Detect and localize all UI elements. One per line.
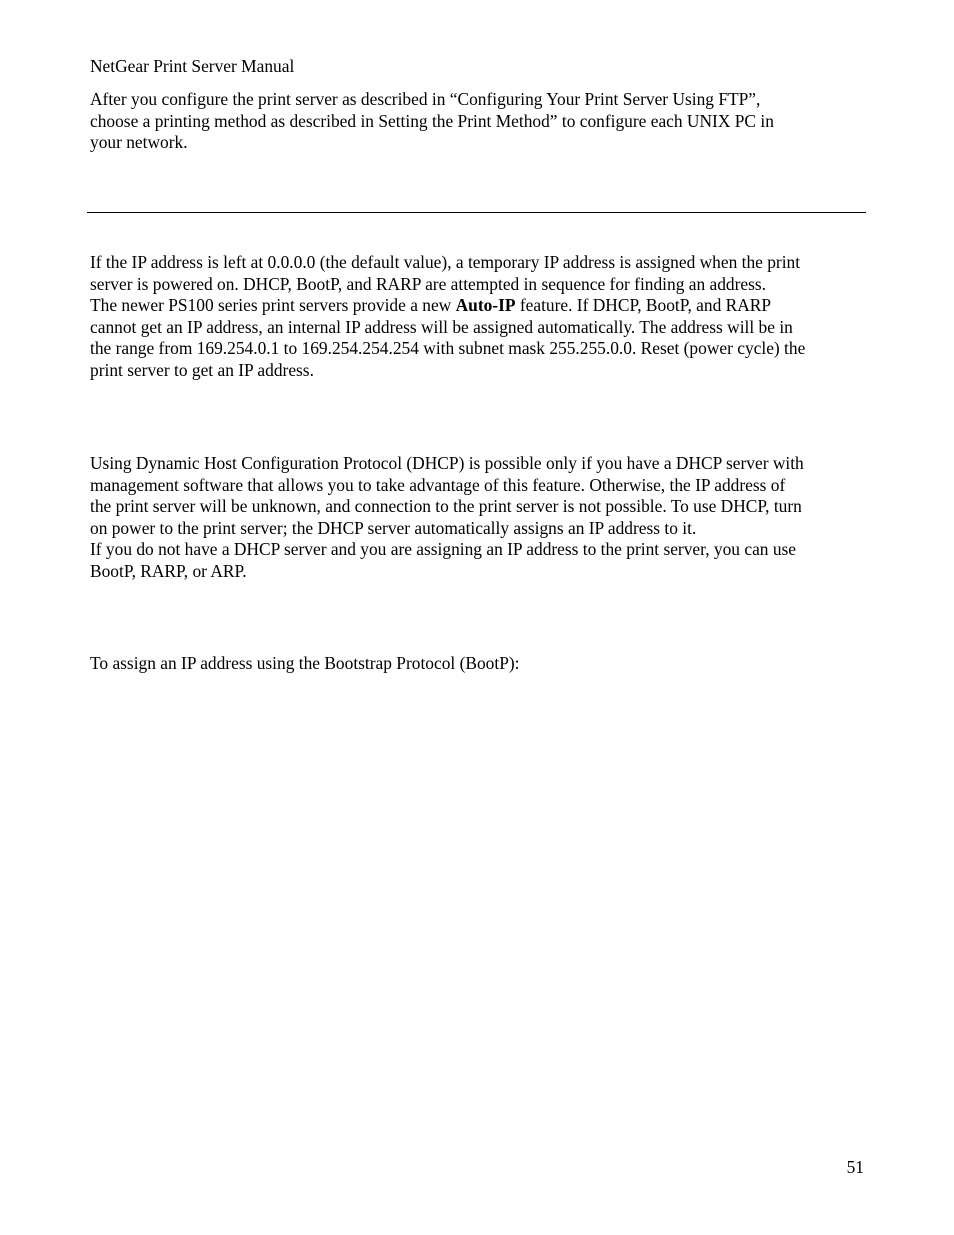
auto-ip-term: Auto-IP (455, 295, 516, 315)
page-number: 51 (846, 1157, 864, 1177)
dhcp-line: management software that allows you to take advantage of this feature. Otherwise, the IP address of (90, 474, 786, 495)
auto-ip-line: the range from 169.254.0.1 to 169.254.254.254 with subnet mask 255.255.0.0. Reset (power cycle) the (90, 338, 806, 358)
dhcp-line: the print server will be unknown, and connection to the print server is not possible. To use DHCP, turn (90, 496, 802, 516)
auto-ip-line: print server to get an IP address. (90, 359, 314, 380)
intro-line: choose a printing method as described in Setting the Print Method” to configure each UNIX PC in (90, 110, 774, 131)
manual-title: NetGear Print Server Manual (90, 56, 295, 76)
auto-ip-line: cannot get an IP address, an internal IP address will be assigned automatically. The address will be in (90, 316, 793, 337)
auto-ip-line (90, 295, 866, 317)
intro-line: your network. (90, 132, 188, 152)
auto-ip-text: The newer PS100 series print servers provide a new (90, 295, 456, 315)
auto-ip-line: If the IP address is left at 0.0.0.0 (the default value), a temporary IP address is assigned when the print (90, 252, 801, 272)
intro-line: After you configure the print server as described in “Configuring Your Print Server Using FTP”, (90, 89, 761, 109)
bootp-paragraph (90, 653, 866, 675)
dhcp-paragraph (90, 453, 866, 582)
auto-ip-paragraph (90, 252, 866, 381)
running-header (90, 56, 866, 78)
intro-paragraph (90, 89, 866, 154)
auto-ip-line: server is powered on. DHCP, BootP, and RARP are attempted in sequence for finding an address. (90, 273, 767, 294)
dhcp-line: on power to the print server; the DHCP server automatically assigns an IP address to it. (90, 517, 697, 538)
horizontal-rule (87, 212, 866, 213)
bootp-line: To assign an IP address using the Bootstrap Protocol (BootP): (90, 653, 520, 673)
dhcp-line: Using Dynamic Host Configuration Protocol (DHCP) is possible only if you have a DHCP server with (90, 453, 804, 473)
dhcp-line: BootP, RARP, or ARP. (90, 560, 247, 581)
auto-ip-text: feature. If DHCP, BootP, and RARP (515, 295, 772, 315)
dhcp-line: If you do not have a DHCP server and you are assigning an IP address to the print server, you can use (90, 539, 797, 559)
